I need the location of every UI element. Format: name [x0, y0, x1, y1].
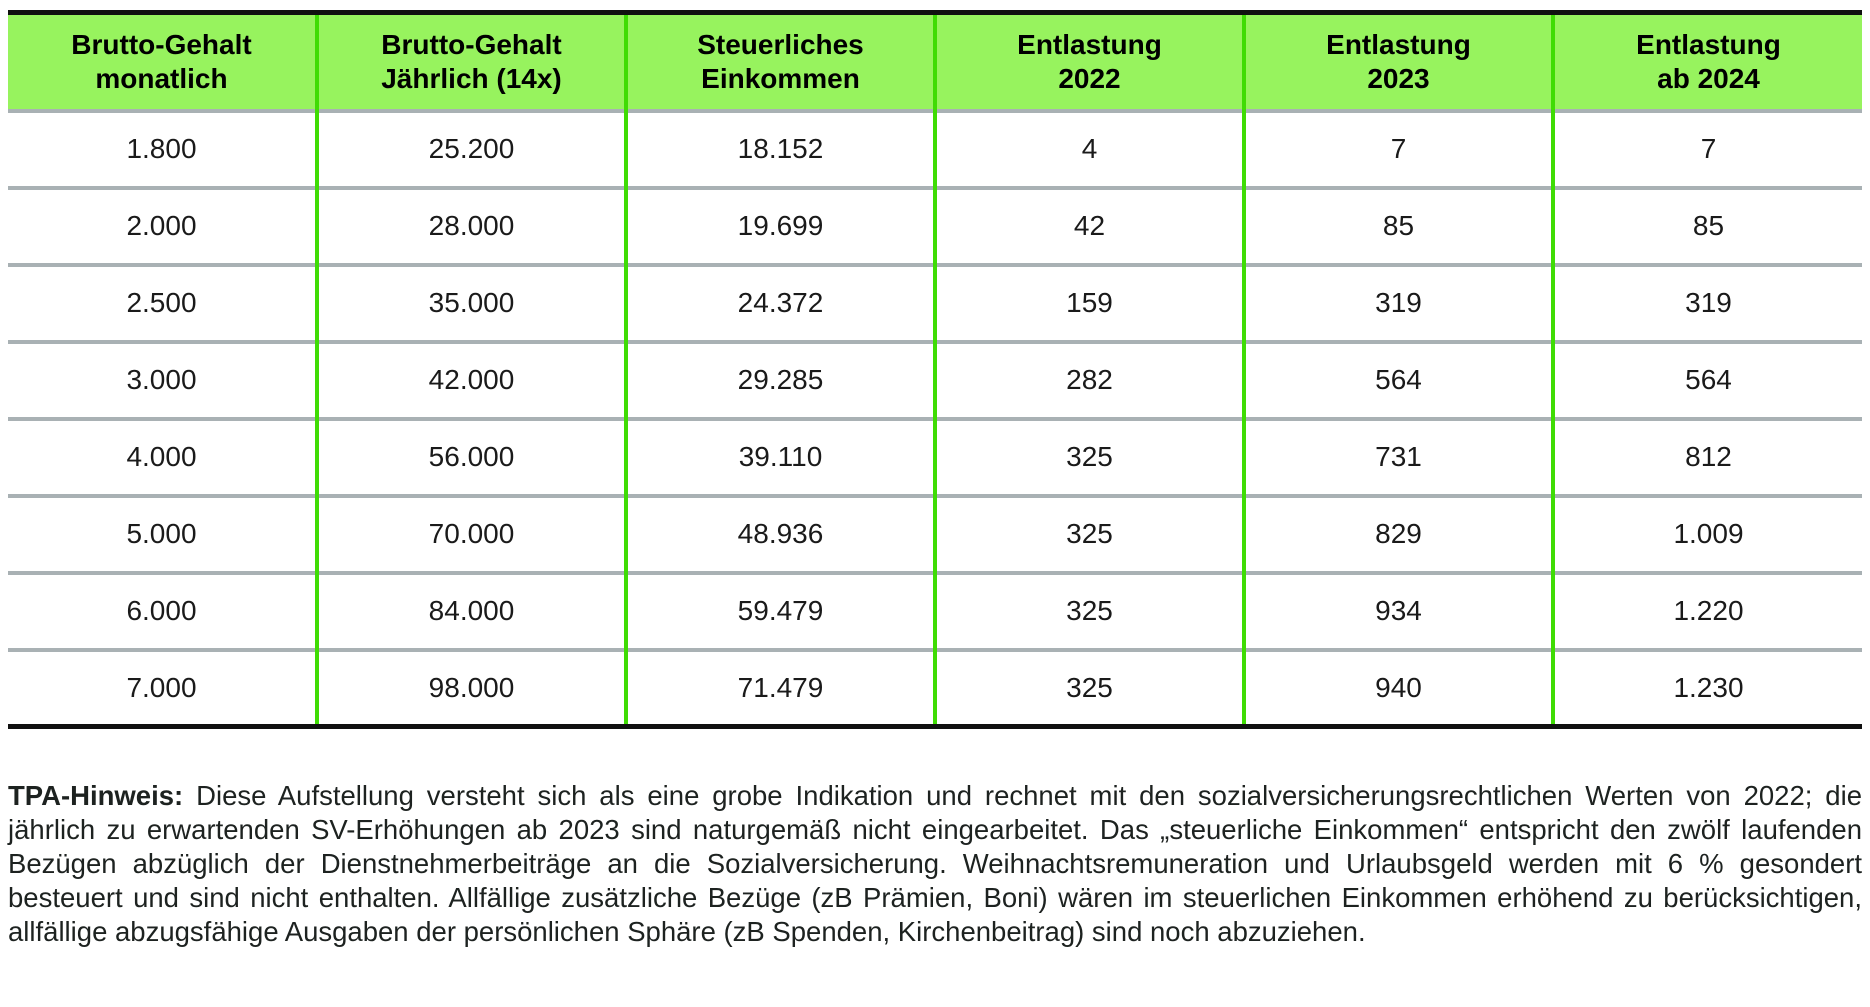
table-cell: 159 [935, 265, 1244, 342]
table-cell: 84.000 [317, 573, 626, 650]
header-line: Steuerliches [697, 28, 864, 60]
table-cell: 564 [1553, 342, 1862, 419]
header-line: ab 2024 [1657, 62, 1760, 94]
table-cell: 59.479 [626, 573, 935, 650]
table-cell: 812 [1553, 419, 1862, 496]
table-cell: 6.000 [8, 573, 317, 650]
table-cell: 48.936 [626, 496, 935, 573]
column-header-brutto-jaehrlich [317, 13, 626, 111]
table-cell: 325 [935, 650, 1244, 727]
table-cell: 39.110 [626, 419, 935, 496]
table-cell: 282 [935, 342, 1244, 419]
table-cell: 71.479 [626, 650, 935, 727]
table-cell: 85 [1553, 188, 1862, 265]
column-header-entlastung-ab-2024 [1553, 13, 1862, 111]
column-header-entlastung-2022 [935, 13, 1244, 111]
table-row [8, 573, 1862, 650]
table-cell: 319 [1553, 265, 1862, 342]
header-line: Einkommen [701, 62, 860, 94]
table-row [8, 419, 1862, 496]
header-line: Brutto-Gehalt [71, 28, 252, 60]
table-cell: 829 [1244, 496, 1553, 573]
table-cell: 1.230 [1553, 650, 1862, 727]
table-cell: 1.220 [1553, 573, 1862, 650]
table-header [8, 13, 1862, 111]
table-cell: 564 [1244, 342, 1553, 419]
table-cell: 940 [1244, 650, 1553, 727]
table-row [8, 111, 1862, 188]
table-cell: 4.000 [8, 419, 317, 496]
table-cell: 934 [1244, 573, 1553, 650]
column-header-entlastung-2023 [1244, 13, 1553, 111]
table-cell: 5.000 [8, 496, 317, 573]
header-line: 2022 [1058, 62, 1121, 94]
table-row [8, 188, 1862, 265]
table-row [8, 650, 1862, 727]
table-cell: 25.200 [317, 111, 626, 188]
table-cell: 70.000 [317, 496, 626, 573]
table-cell: 28.000 [317, 188, 626, 265]
header-line: Jährlich (14x) [381, 62, 562, 94]
table-cell: 56.000 [317, 419, 626, 496]
header-line: Entlastung [1017, 28, 1162, 60]
column-header-brutto-monatlich [8, 13, 317, 111]
header-row [8, 13, 1862, 111]
table-cell: 325 [935, 419, 1244, 496]
table-body [8, 111, 1862, 727]
table-cell: 1.800 [8, 111, 317, 188]
table-cell: 7 [1244, 111, 1553, 188]
header-line: Entlastung [1326, 28, 1471, 60]
table-cell: 42.000 [317, 342, 626, 419]
tax-relief-table [8, 10, 1862, 729]
table-cell: 325 [935, 573, 1244, 650]
table-row [8, 342, 1862, 419]
table-cell: 98.000 [317, 650, 626, 727]
table-cell: 42 [935, 188, 1244, 265]
header-line: Brutto-Gehalt [381, 28, 562, 60]
header-line: 2023 [1367, 62, 1430, 94]
footnote-label: TPA-Hinweis: [8, 780, 184, 811]
table-cell: 319 [1244, 265, 1553, 342]
table-cell: 1.009 [1553, 496, 1862, 573]
table-cell: 2.000 [8, 188, 317, 265]
table-cell: 7.000 [8, 650, 317, 727]
table-cell: 19.699 [626, 188, 935, 265]
header-line: monatlich [95, 62, 228, 94]
table-cell: 325 [935, 496, 1244, 573]
table-cell: 24.372 [626, 265, 935, 342]
footnote-text: Diese Aufstellung versteht sich als eine grobe Indikation und rechnet mit den sozialversicherungsrechtlichen Werten von 2022; die jährlich zu erwartenden SV-Erhöhungen ab 2023 sind naturgemäß nicht eingearbeitet. Das „steuerliche Einkommen“ entspricht den zwölf laufenden Bezügen abzüglich der Dienstnehmerbeiträge an die Sozialversicherung. Weihnachtsremuneration und Urlaubsgeld werden mit 6 % gesondert besteuert und sind nicht enthalten. Allfällige zusätzliche Bezüge (zB Prämien, Boni) wären im steuerlichen Einkommen erhöhend zu berücksichtigen, allfällige abzugsfähige Ausgaben der persönlichen Sphäre (zB Spenden, Kirchenbeitrag) sind noch abzuziehen. [8, 780, 1862, 947]
table-cell: 7 [1553, 111, 1862, 188]
table-row [8, 265, 1862, 342]
table-cell: 35.000 [317, 265, 626, 342]
table-cell: 29.285 [626, 342, 935, 419]
column-header-steuerliches-einkommen [626, 13, 935, 111]
table-cell: 2.500 [8, 265, 317, 342]
table-cell: 3.000 [8, 342, 317, 419]
table-cell: 18.152 [626, 111, 935, 188]
header-line: Entlastung [1636, 28, 1781, 60]
table-cell: 731 [1244, 419, 1553, 496]
table-row [8, 496, 1862, 573]
table-cell: 4 [935, 111, 1244, 188]
footnote [8, 779, 1862, 949]
table-cell: 85 [1244, 188, 1553, 265]
